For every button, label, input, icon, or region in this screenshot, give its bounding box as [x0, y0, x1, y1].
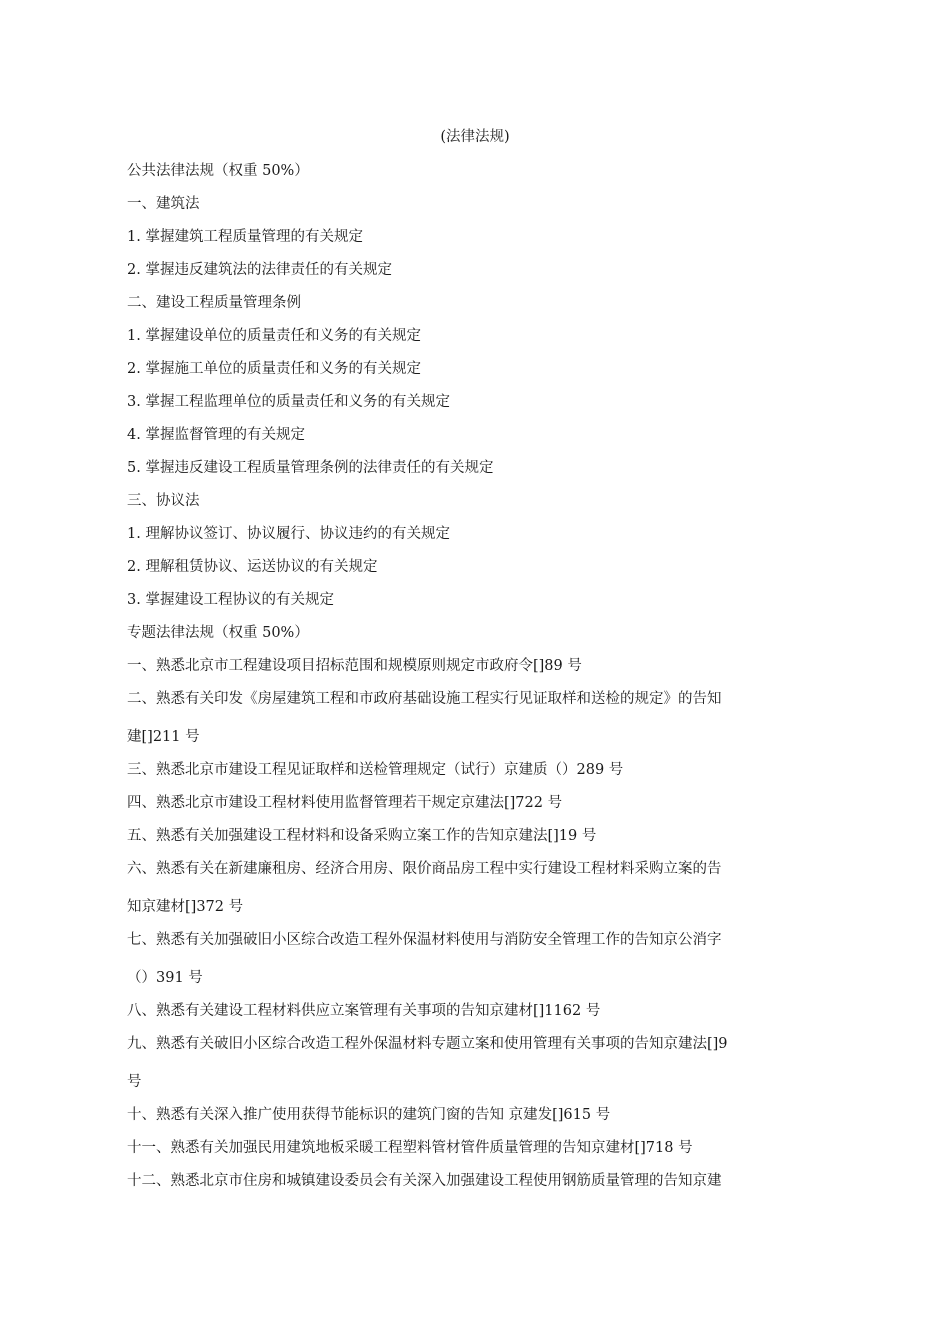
document-line: 1. 掌握建设单位的质量责任和义务的有关规定 — [127, 328, 421, 344]
document-line: 十一、熟悉有关加强民用建筑地板采暖工程塑料管材管件质量管理的告知京建材[]718 号 — [127, 1140, 693, 1156]
document-line: 三、协议法 — [127, 493, 200, 509]
document-line: 六、熟悉有关在新建廉租房、经济合用房、限价商品房工程中实行建设工程材料采购立案的告 — [127, 861, 722, 877]
document-line: 2. 掌握施工单位的质量责任和义务的有关规定 — [127, 361, 421, 377]
document-line: 1. 掌握建筑工程质量管理的有关规定 — [127, 229, 363, 245]
document-line: 一、熟悉北京市工程建设项目招标范围和规模原则规定市政府令[]89 号 — [127, 658, 582, 674]
document-line: 4. 掌握监督管理的有关规定 — [127, 427, 305, 443]
document-line: 专题法律法规（权重 50%） — [127, 625, 309, 641]
document-line: 一、建筑法 — [127, 196, 200, 212]
document-line: 5. 掌握违反建设工程质量管理条例的法律责任的有关规定 — [127, 460, 494, 476]
document-line: 1. 理解协议签订、协议履行、协议违约的有关规定 — [127, 526, 450, 542]
document-line: 四、熟悉北京市建设工程材料使用监督管理若干规定京建法[]722 号 — [127, 795, 563, 811]
document-line: 3. 掌握工程监理单位的质量责任和义务的有关规定 — [127, 394, 450, 410]
document-line: 公共法律法规（权重 50%） — [127, 163, 309, 179]
document-line: 2. 理解租赁协议、运送协议的有关规定 — [127, 559, 378, 575]
document-line: 2. 掌握违反建筑法的法律责任的有关规定 — [127, 262, 392, 278]
document-line: 号 — [127, 1074, 142, 1090]
document-line: 建[]211 号 — [127, 729, 200, 745]
document-line: 五、熟悉有关加强建设工程材料和设备采购立案工作的告知京建法[]19 号 — [127, 828, 597, 844]
document-line: 八、熟悉有关建设工程材料供应立案管理有关事项的告知京建材[]1162 号 — [127, 1003, 601, 1019]
document-line: 七、熟悉有关加强破旧小区综合改造工程外保温材料使用与消防安全管理工作的告知京公消字 — [127, 932, 722, 948]
document-body — [127, 150, 827, 1193]
document-title: (法律法规) — [440, 129, 510, 145]
document-line: 十、熟悉有关深入推广使用获得节能标识的建筑门窗的告知 京建发[]615 号 — [127, 1107, 611, 1123]
document-line: 三、熟悉北京市建设工程见证取样和送检管理规定（试行）京建质（）289 号 — [127, 762, 624, 778]
document-line: 二、熟悉有关印发《房屋建筑工程和市政府基础设施工程实行见证取样和送检的规定》的告知 — [127, 691, 722, 707]
document-line: （）391 号 — [127, 970, 203, 986]
document-line: 九、熟悉有关破旧小区综合改造工程外保温材料专题立案和使用管理有关事项的告知京建法[]9 — [127, 1036, 728, 1052]
document-line: 十二、熟悉北京市住房和城镇建设委员会有关深入加强建设工程使用钢筋质量管理的告知京建 — [127, 1173, 722, 1189]
document-line: 二、建设工程质量管理条例 — [127, 295, 301, 311]
document-line: 3. 掌握建设工程协议的有关规定 — [127, 592, 334, 608]
document-line: 知京建材[]372 号 — [127, 899, 244, 915]
